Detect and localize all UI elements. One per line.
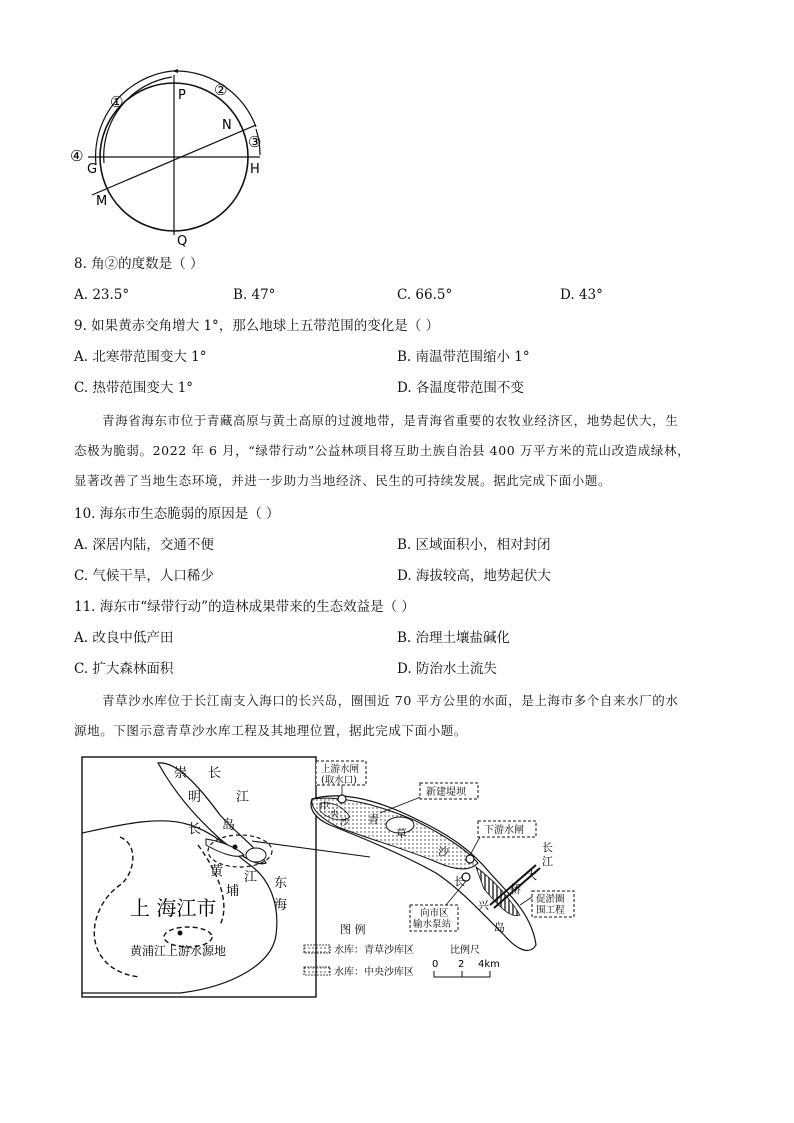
q8-option-c[interactable]: C. 66.5° bbox=[397, 287, 453, 303]
upstream-gate-sub-label: (取水口) bbox=[321, 775, 357, 786]
map-label-changx2: 兴 bbox=[478, 899, 489, 912]
q11-option-a[interactable]: A. 改良中低产田 bbox=[74, 630, 174, 646]
map-label-dao: 岛 bbox=[222, 818, 236, 833]
map-label-jiang2: 江 bbox=[244, 870, 258, 885]
map-label-huang: 黄 bbox=[210, 864, 224, 879]
q11-option-c[interactable]: C. 扩大森林面积 bbox=[74, 661, 174, 677]
passage-line: 态极为脆弱。2022 年 6 月，“绿带行动”公益林项目将互助土族自治县 400 万平方米的荒山改造成绿林， bbox=[74, 443, 691, 458]
q11-option-d[interactable]: D. 防治水土流失 bbox=[397, 661, 497, 677]
scale-title: 比例尺 bbox=[450, 945, 480, 956]
q8-option-b[interactable]: B. 47° bbox=[233, 287, 276, 303]
scale-0: 0 bbox=[432, 959, 439, 970]
map-label-chang-top: 长 bbox=[208, 766, 222, 781]
label-Q: Q bbox=[177, 234, 188, 249]
passage-line: 源地。下图示意青草沙水库工程及其地理位置，据此完成下面小题。 bbox=[74, 723, 468, 738]
map-label-sha2: 沙 bbox=[438, 845, 449, 858]
legend-item-1: 水库：青草沙库区 bbox=[334, 945, 414, 956]
map-label-sha1: 沙 bbox=[340, 818, 350, 828]
map-label-pu: 埔 bbox=[226, 884, 240, 899]
passage-haidong bbox=[74, 406, 724, 496]
cofferdam-sub-label: 围工程 bbox=[536, 905, 565, 916]
angle-3-label: ③ bbox=[248, 133, 262, 151]
map-label-chang: 长 bbox=[188, 822, 202, 837]
map-label-da: 大 bbox=[526, 869, 537, 882]
passage-qingcaosha bbox=[74, 686, 724, 746]
map-label-jiang-r: 江 bbox=[542, 855, 553, 868]
pump-station-label: 向市区 bbox=[420, 908, 449, 919]
upstream-gate-label: 上游水闸 bbox=[321, 764, 360, 775]
cofferdam-label: 促淤圈 bbox=[536, 894, 565, 905]
map-label-changx1: 长 bbox=[454, 875, 465, 888]
map-label-shanghai-city: 上 海江市 bbox=[130, 896, 217, 920]
q9-option-a[interactable]: A. 北寒带范围变大 1° bbox=[74, 349, 207, 365]
q10-option-b[interactable]: B. 区域面积小，相对封闭 bbox=[397, 537, 551, 553]
legend-item-2: 水库：中央沙库区 bbox=[334, 967, 414, 978]
pump-station-sub-label: 输水泵站 bbox=[413, 919, 452, 930]
q9-option-d[interactable]: D. 各温度带范围不变 bbox=[397, 380, 524, 396]
earth-orbit-diagram bbox=[60, 55, 290, 255]
map-label-chang-r: 长 bbox=[542, 841, 553, 854]
label-M: M bbox=[96, 194, 108, 209]
q9-stem: 9. 如果黄赤交角增大 1°，那么地球上五带范围的变化是（ ） bbox=[74, 318, 440, 334]
map-label-ming: 明 bbox=[188, 790, 202, 805]
angle-1-label: ① bbox=[110, 93, 124, 111]
map-label-source: 黄浦江上游水源地 bbox=[130, 944, 227, 958]
q10-option-a[interactable]: A. 深居内陆，交通不便 bbox=[74, 537, 214, 553]
legend-title: 图 例 bbox=[340, 923, 366, 936]
downstream-gate-label: 下游水闸 bbox=[484, 825, 524, 836]
q10-option-d[interactable]: D. 海拔较高，地势起伏大 bbox=[397, 568, 551, 584]
label-G: G bbox=[87, 162, 98, 177]
scale-2: 2 bbox=[458, 959, 465, 970]
label-H: H bbox=[250, 162, 260, 177]
q9-option-b[interactable]: B. 南温带范围缩小 1° bbox=[397, 349, 530, 365]
q9-option-c[interactable]: C. 热带范围变大 1° bbox=[74, 380, 194, 396]
q8-option-d[interactable]: D. 43° bbox=[560, 287, 603, 303]
q8-option-a[interactable]: A. 23.5° bbox=[74, 287, 130, 303]
q11-stem: 11. 海东市“绿带行动”的造林成果带来的生态效益是（ ） bbox=[74, 599, 415, 615]
map-label-qing: 青 bbox=[368, 813, 379, 826]
map-label-qiao: 桥 bbox=[510, 883, 521, 896]
new-dike-label: 新建堤坝 bbox=[426, 787, 466, 798]
passage-line: 青海省海东市位于青藏高原与黄土高原的过渡地带，是青海省重要的农牧业经济区，地势起伏大，生 bbox=[102, 413, 679, 428]
passage-line: 青草沙水库位于长江南支入海口的长兴岛，圈围近 70 平方公里的水面，是上海市多个自来水厂的水 bbox=[102, 693, 679, 708]
map-label-jiang-top: 江 bbox=[236, 790, 250, 805]
q11-option-b[interactable]: B. 治理土壤盐碱化 bbox=[397, 630, 511, 646]
map-label-chong: 崇 bbox=[174, 766, 188, 781]
angle-2-label: ② bbox=[214, 81, 228, 99]
scale-4: 4km bbox=[478, 959, 500, 970]
qingcaosha-reservoir-map bbox=[80, 755, 580, 1000]
map-label-dong: 东 bbox=[274, 876, 288, 891]
map-label-hai: 海 bbox=[274, 898, 288, 913]
q10-option-c[interactable]: C. 气候干旱，人口稀少 bbox=[74, 568, 214, 584]
map-label-cao: 草 bbox=[396, 827, 407, 840]
map-label-changx3: 岛 bbox=[494, 921, 505, 934]
angle-4-label: ④ bbox=[70, 147, 84, 165]
q8-stem: 8. 角②的度数是（ ） bbox=[74, 256, 204, 272]
passage-line: 显著改善了当地生态环境，并进一步助力当地经济、民生的可持续发展。据此完成下面小题。 bbox=[74, 473, 612, 488]
map-label-yang: 央 bbox=[330, 810, 340, 820]
label-P: P bbox=[178, 88, 186, 103]
q10-stem: 10. 海东市生态脆弱的原因是（ ） bbox=[74, 506, 280, 522]
label-N: N bbox=[222, 118, 232, 133]
map-label-zhong: 中 bbox=[320, 802, 330, 812]
